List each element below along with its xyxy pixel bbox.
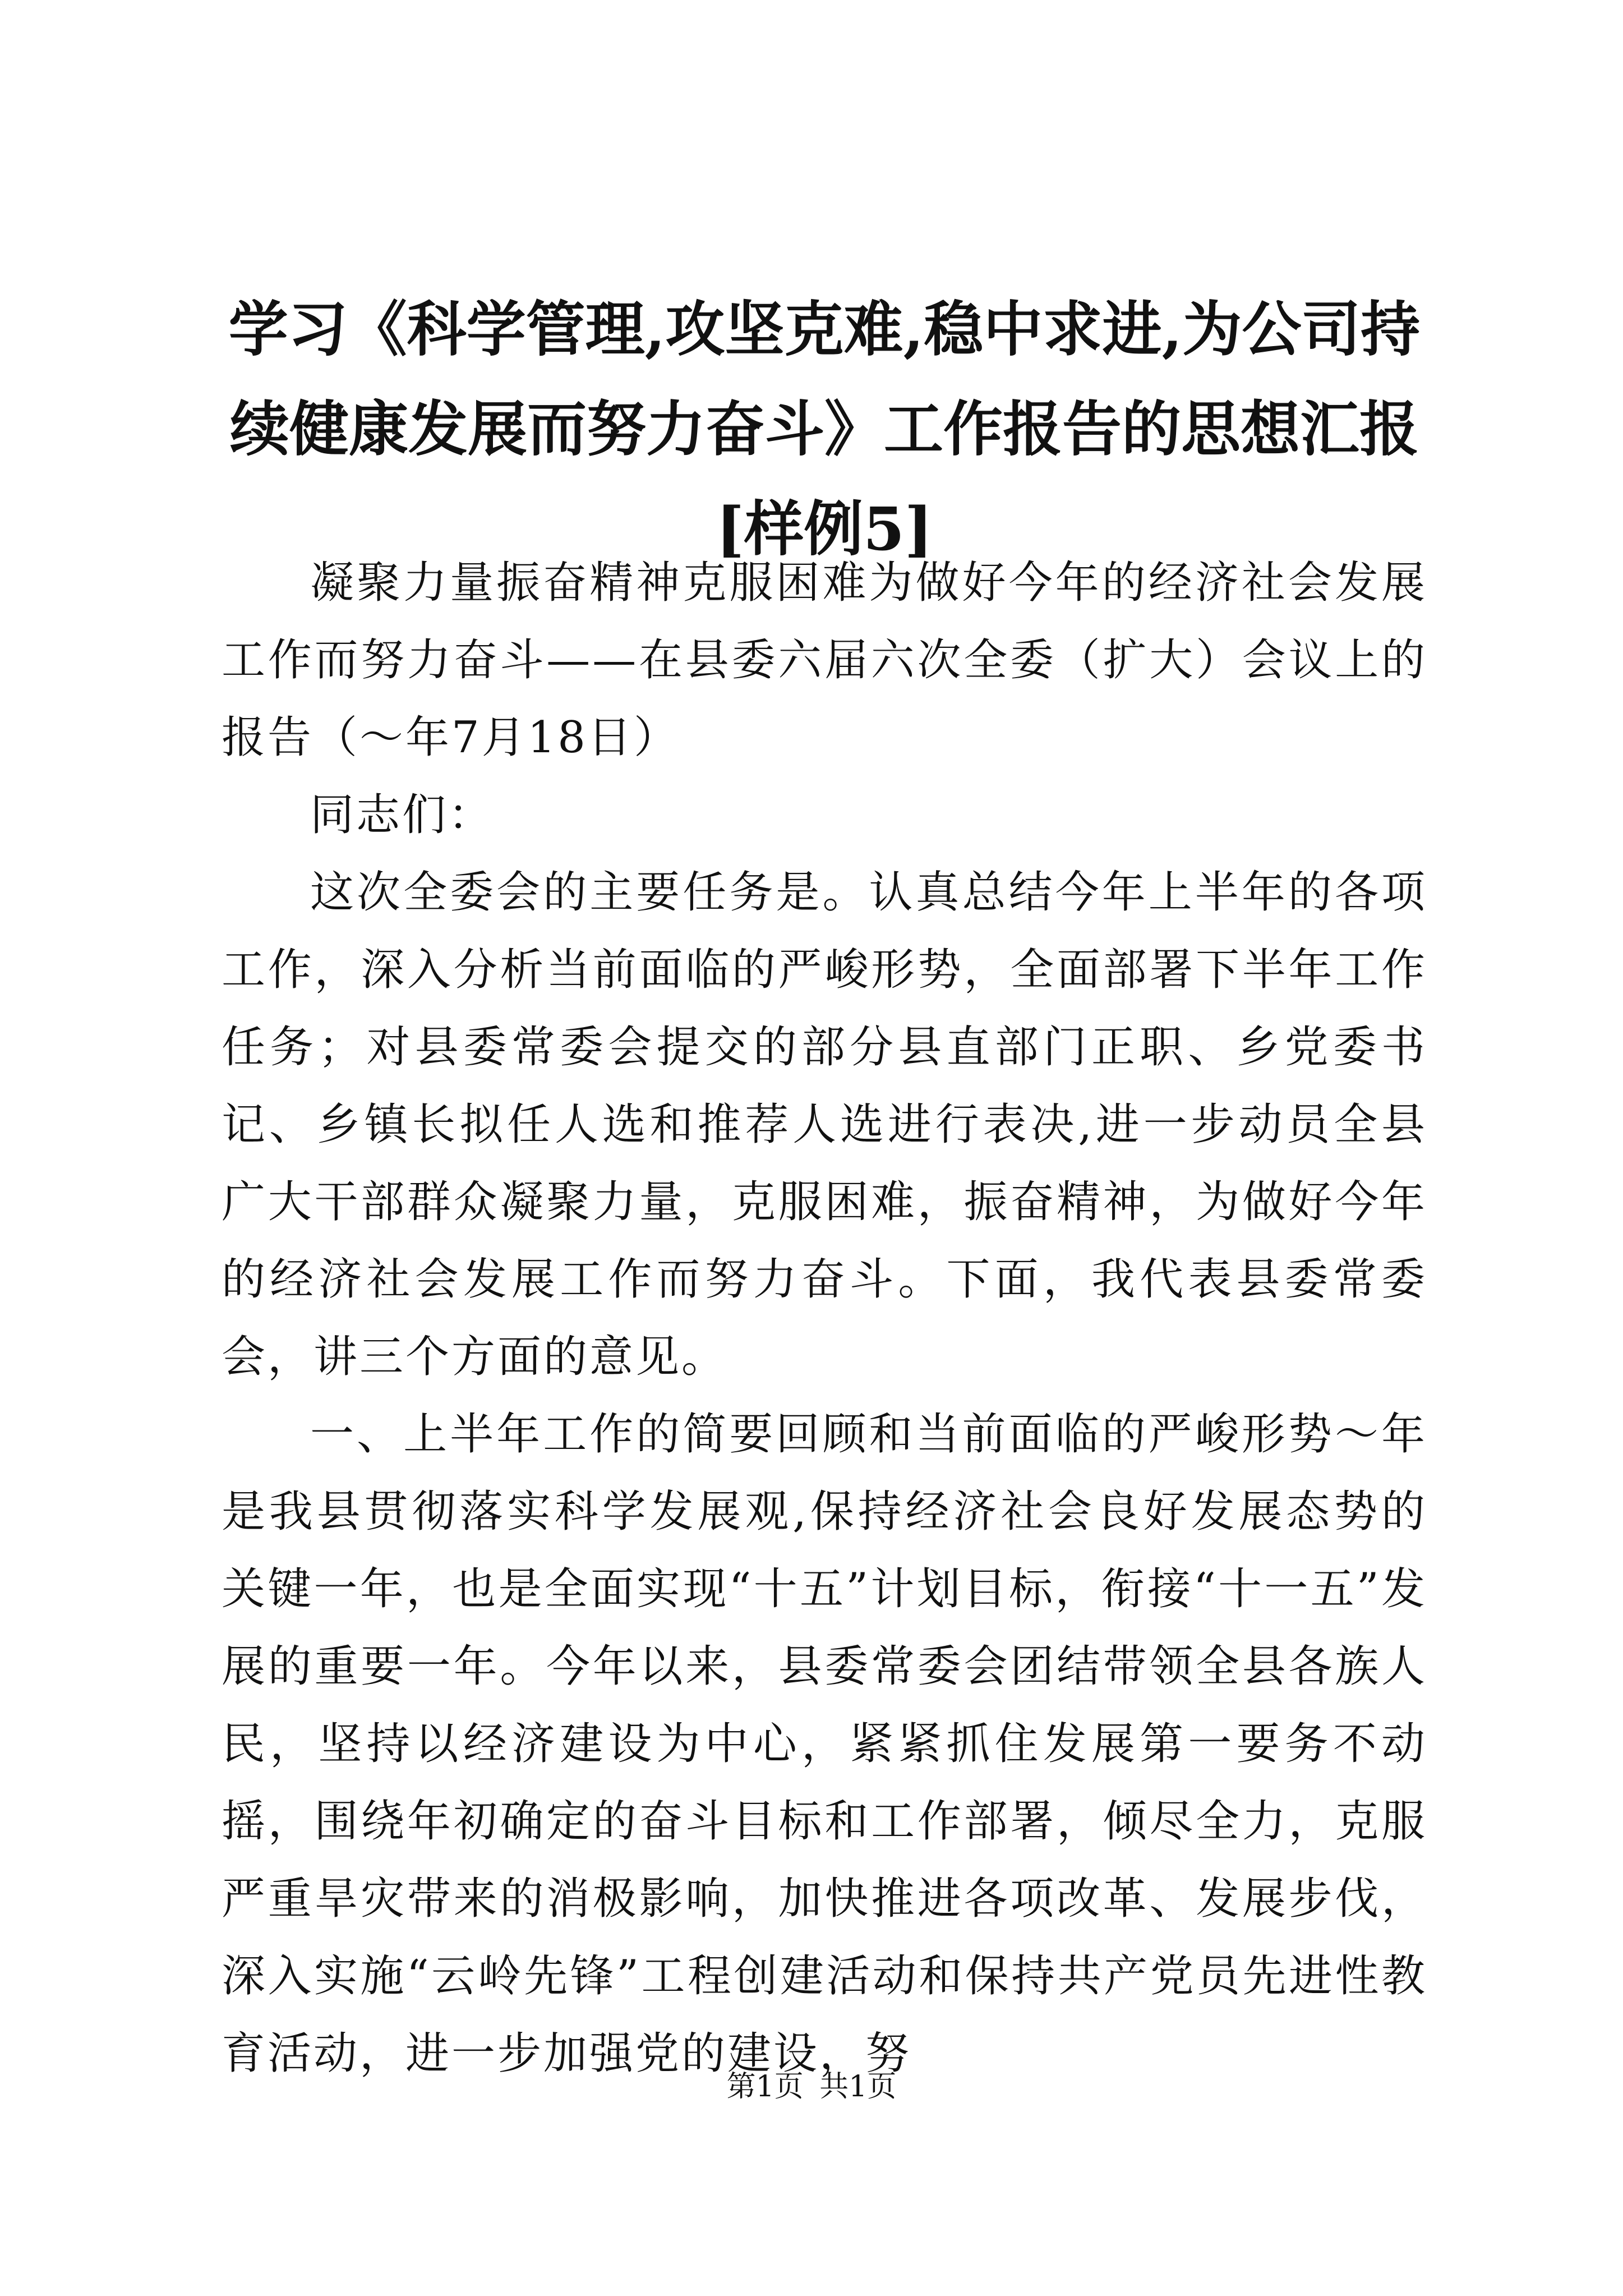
paragraph-subtitle: 凝聚力量振奋精神克服困难为做好今年的经济社会发展工作而努力奋斗——在县委六届六次全委（扩大）会议上的报告（～年7月18日） (222, 558, 1427, 763)
paragraph-main-tasks: 这次全委会的主要任务是。认真总结今年上半年的各项工作，深入分析当前面临的严峻形势，全面部署下半年工作任务；对县委常委会提交的部分县直部门正职、乡党委书记、乡镇长拟任人选和推荐人选进行表决,进一步动员全县广大干部群众凝聚力量，克服困难，振奋精神，为做好今年的经济社会发展工作而努力奋斗。下面，我代表县委常委会，讲三个方面的意见。 (222, 867, 1427, 1382)
paragraph-salutation: 同志们： (310, 790, 495, 840)
paragraph-section-one: 一、上半年工作的简要回顾和当前面临的严峻形势～年是我县贯彻落实科学发展观,保持经济社会良好发展态势的关键一年，也是全面实现“十五”计划目标，衔接“十一五”发展的重要一年。今年以来，县委常委会团结带领全县各族人民，坚持以经济建设为中心，紧紧抓住发展第一要务不动摇，围绕年初确定的奋斗目标和工作部署，倾尽全力，克服严重旱灾带来的消极影响，加快推进各项改革、发展步伐，深入实施“云岭先锋”工程创建活动和保持共产党员先进性教育活动，进一步加强党的建设，努 (222, 1409, 1427, 2079)
page-number: 第1页 (726, 2070, 804, 2104)
document-body (222, 544, 1427, 2092)
page-footer (0, 2067, 1623, 2106)
page-total: 共1页 (819, 2070, 897, 2104)
document-title: 学习《科学管理,攻坚克难,稳中求进,为公司持续健康发展而努力奋斗》工作报告的思想汇报[样例5] (228, 294, 1421, 564)
